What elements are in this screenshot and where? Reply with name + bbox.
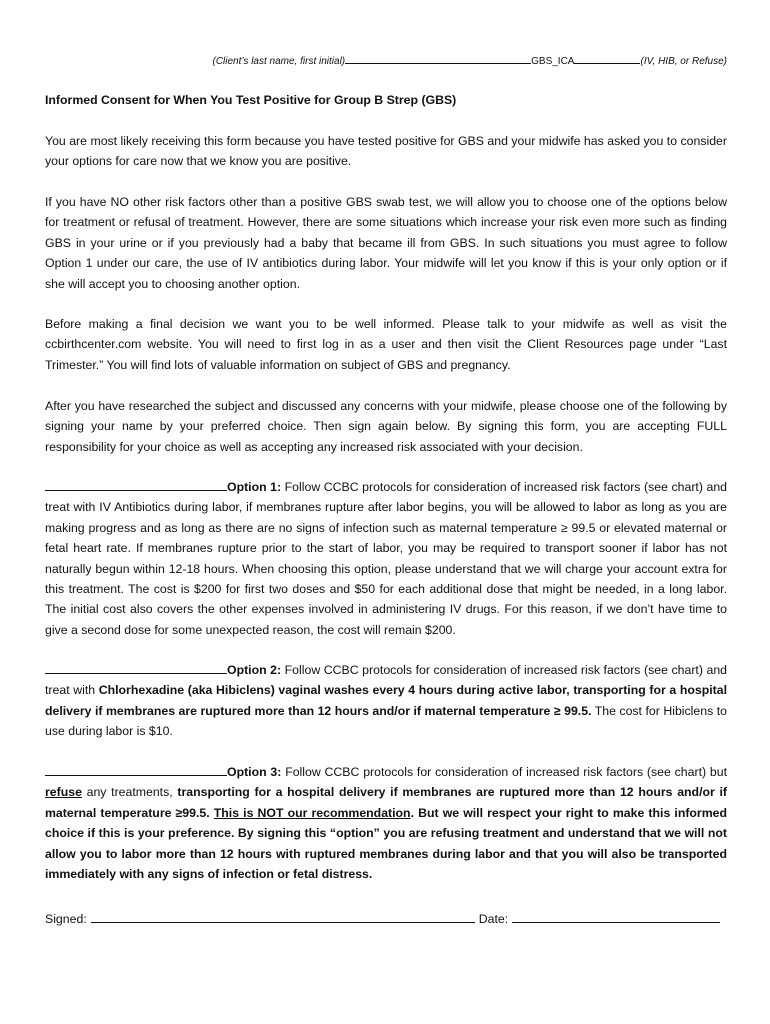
form-title: Informed Consent for When You Test Positive for Group B Strep (GBS) bbox=[45, 93, 457, 107]
option-2-label: Option 2: bbox=[227, 663, 282, 677]
intro-paragraph: You are most likely receiving this form because you have tested positive for GBS and your midwife has asked you to consider your options for care now that we know you are positive. bbox=[45, 134, 727, 169]
option-3-text-b: any treatments, bbox=[81, 785, 178, 800]
option-3-block bbox=[45, 762, 727, 884]
option-1-text: Follow CCBC protocols for consideration of increased risk factors (see chart) and treat with IV Antibiotics during labor, if membranes rupture after labor begins, you will be allowed to labor as long as you are making progress and as long as there are no signs of infection such as maternal temperature ≥ 99.5 or elevated maternal or fetal heart rate. If membranes rupture prior to the start of labor, you may be required to transport sooner if labor has not naturally begun within 12-18 hours. When choosing this option, please understand that we will charge your account extra for this treatment. The cost is $200 for first two doses and $50 for each additional dose that might be needed, in a long labor. The initial cost also covers the other expenses involved in administering IV drugs. For this reason, if we don’t have time to give a second dose for some unexpected reason, the cost will remain $200. bbox=[45, 480, 727, 637]
option-3-refuse-word: refuse bbox=[45, 785, 82, 800]
signed-label: Signed: bbox=[45, 912, 87, 926]
option-1-block bbox=[45, 477, 727, 640]
option-3-not-recommended: This is NOT our recommendation bbox=[213, 805, 411, 820]
treatment-choice-label: (IV, HIB, or Refuse) bbox=[640, 56, 727, 67]
date-field[interactable] bbox=[512, 910, 720, 923]
client-header-line bbox=[45, 54, 727, 67]
instructions-paragraph: After you have researched the subject and discussed any concerns with your midwife, please choose one of the following by signing your name by your preferred choice. Then sign again below. By signing this form, you are accepting FULL responsibility for your choice as well as accepting any increased risk associated with your decision. bbox=[45, 399, 727, 454]
signature-row bbox=[45, 910, 727, 926]
risk-factors-paragraph: If you have NO other risk factors other than a positive GBS swab test, we will allow you to choose one of the options below for treatment or refusal of treatment. However, there are some situations which increase your risk even more such as finding GBS in your urine or if you previously had a baby that became ill from GBS. In such situations you must agree to follow Option 1 under our care, the use of IV antibiotics during labor. Your midwife will let you know if this is your only option or if she will accept you to choosing another option. bbox=[45, 195, 727, 291]
option-3-bold-b: . But we will respect your right to make this informed choice if this is your preference. By signing this “option” you are refusing treatment and understand that we will not allow you to labor more than 12 hours with ruptured membranes during labor and that you will also be transported immediately with any signs of infection or fetal distress. bbox=[45, 805, 728, 882]
signature-field[interactable] bbox=[91, 910, 475, 923]
option-1-label: Option 1: bbox=[227, 480, 282, 494]
option-2-text-b: The cost for Hibiclens to use during labor is $10. bbox=[45, 703, 727, 739]
option-2-text-a: Follow CCBC protocols for consideration of increased risk factors (see chart) and treat with bbox=[45, 663, 727, 698]
gbs-ica-field[interactable] bbox=[574, 54, 640, 64]
option-2-signature-line[interactable] bbox=[45, 661, 227, 674]
option-2-bold-text: Chlorhexadine (aka Hibiclens) vaginal washes every 4 hours during active labor, transporting for a hospital delivery if membranes are ruptured more than 12 hours and/or if maternal temperature ≥ 99.5. bbox=[45, 683, 727, 718]
option-3-label: Option 3: bbox=[227, 765, 282, 779]
client-name-field[interactable] bbox=[345, 54, 531, 64]
client-name-label: (Client’s last name, first initial) bbox=[212, 56, 346, 67]
option-3-text-a: Follow CCBC protocols for consideration of increased risk factors (see chart) but bbox=[281, 765, 727, 779]
gbs-ica-label: GBS_ICA bbox=[531, 56, 575, 67]
research-paragraph: Before making a final decision we want you to be well informed. Please talk to your midwife as well as visit the ccbirthcenter.com website. You will need to first log in as a user and then visit the Client Resources page under “Last Trimester.” You will find lots of valuable information on subject of GBS and pregnancy. bbox=[45, 317, 727, 372]
date-label: Date: bbox=[478, 912, 509, 926]
option-2-block bbox=[45, 660, 727, 742]
option-1-signature-line[interactable] bbox=[45, 478, 227, 491]
option-3-signature-line[interactable] bbox=[45, 763, 227, 776]
option-3-bold-a: transporting for a hospital delivery if membranes are ruptured more than 12 hours and/or if maternal temperature ≥99.5. bbox=[45, 785, 727, 820]
